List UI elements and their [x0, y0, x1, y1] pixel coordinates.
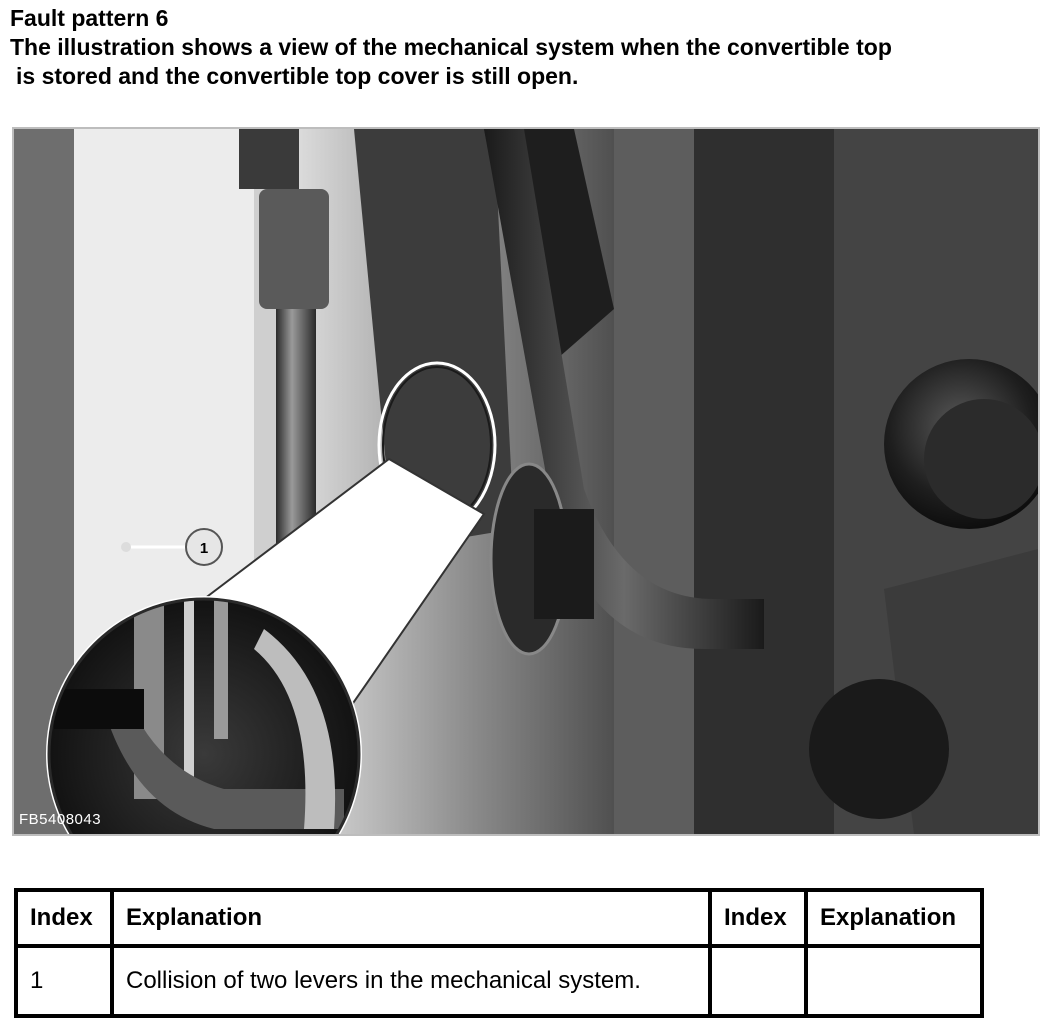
row-index-1: 1 [16, 946, 112, 1016]
row-index-2 [710, 946, 806, 1016]
row-explanation-2 [806, 946, 982, 1016]
page-title: Fault pattern 6 [10, 5, 169, 31]
legend-table [14, 888, 984, 1018]
row-explanation-1: Collision of two levers in the mechanical system. [112, 946, 710, 1016]
legend-header-row [16, 890, 982, 946]
header-index-1: Index [16, 890, 112, 946]
mechanical-system-photo [12, 127, 1040, 836]
table-row [16, 946, 982, 1016]
figure-id-label: FB5408043 [19, 811, 102, 828]
header-explanation-2: Explanation [806, 890, 982, 946]
photo-illustration [14, 129, 1038, 834]
header-explanation-1: Explanation [112, 890, 710, 946]
description-line-1: The illustration shows a view of the mechanical system when the convertible top [10, 34, 892, 60]
description-line-2: is stored and the convertible top cover is still open. [16, 63, 579, 89]
header-index-2: Index [710, 890, 806, 946]
callout-number-1: 1 [199, 540, 209, 557]
figure-description [10, 33, 1040, 91]
